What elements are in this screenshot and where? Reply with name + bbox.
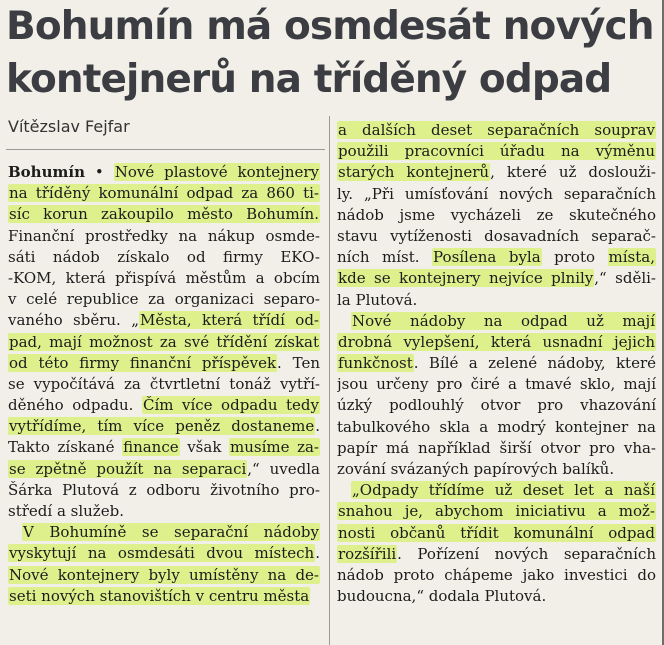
text-line — [8, 543, 320, 564]
text-line — [337, 523, 656, 544]
highlighted-text: použili pracovníci úřadu na výměnu — [338, 142, 655, 161]
text-span: sáti nádob získalo od firmy EKO- — [8, 247, 320, 266]
text-span: budoucna,“ dodala Plutová. — [337, 587, 547, 606]
text-span: úzký podlouhlý otvor pro vhazování — [337, 396, 656, 415]
text-span: však — [179, 438, 230, 457]
column-divider — [329, 116, 330, 645]
text-span: ly. „Při umísťování nových separačních — [337, 184, 656, 203]
text-span: v celé republice za organizaci separo- — [8, 290, 320, 309]
highlighted-text: funkčnost — [338, 354, 413, 373]
article-column-right — [337, 120, 656, 607]
text-span: nádob proto chápeme jako investici do — [337, 565, 656, 584]
text-span: nádob jsme vycházeli ze skutečného — [337, 205, 656, 224]
text-span: proto — [541, 248, 608, 267]
text-line — [337, 162, 656, 183]
text-line — [8, 204, 320, 225]
headline-line-2: kontejnerů na tříděný odpad — [6, 57, 612, 102]
text-line — [8, 268, 320, 289]
text-line — [337, 268, 656, 289]
highlighted-text: kde se kontejnery nejvíce plnily — [338, 269, 594, 288]
text-span: jsou určeny pro čiré a tmavé sklo, mají — [337, 375, 656, 394]
highlighted-text: na tříděný komunální odpad za 860 ti- — [9, 184, 319, 203]
text-span: • — [84, 163, 114, 181]
highlighted-text: od této firmy finanční příspěvek — [9, 353, 277, 372]
text-line — [337, 205, 656, 226]
text-line — [8, 289, 320, 310]
text-line — [8, 480, 320, 501]
text-line — [8, 226, 320, 247]
highlighted-text: rozšířili — [338, 544, 397, 563]
highlighted-text: se zpětně použít na separaci — [9, 459, 247, 478]
text-span: . — [315, 544, 320, 563]
text-span: vaného sběru. „ — [8, 311, 139, 330]
text-span: . Pořízení nových separačních — [397, 544, 656, 563]
text-span: la Plutová. — [337, 290, 418, 309]
text-line — [8, 501, 320, 522]
text-line — [8, 332, 320, 353]
text-span: -KOM, která přispívá městům a obcím — [8, 268, 320, 287]
text-line — [337, 438, 656, 459]
text-line — [8, 416, 320, 437]
highlighted-text: Města, která třídí od- — [139, 311, 319, 330]
highlighted-text: starých kontejnerů — [338, 163, 490, 182]
highlighted-text: místa, — [608, 248, 655, 267]
text-span: tabulkového skla a modrý kontejner na — [337, 417, 656, 436]
highlighted-text: nosti občanů třídit komunální odpad — [338, 523, 655, 542]
highlighted-text: „Odpady třídíme už deset let a naší — [352, 481, 655, 500]
text-span: Takto získané — [8, 438, 123, 457]
highlighted-text: Nové nádoby na odpad už mají — [352, 311, 655, 330]
text-line — [337, 353, 656, 374]
text-line — [8, 353, 320, 374]
highlighted-text: V Bohumíně se separační nádoby — [23, 523, 319, 542]
highlighted-text: drobná vylepšení, která usnadní jejich — [338, 332, 655, 351]
text-line — [337, 311, 656, 332]
highlighted-text: seti nových stanovištích v centru města — [9, 586, 310, 605]
text-line — [337, 586, 656, 607]
text-line — [337, 565, 656, 586]
text-span: . — [315, 417, 320, 436]
text-line — [8, 247, 320, 268]
text-line — [337, 226, 656, 247]
text-line — [8, 374, 320, 395]
highlighted-text: Čím více odpadu tedy — [142, 396, 320, 415]
text-line — [337, 332, 656, 353]
text-line — [337, 290, 656, 311]
highlighted-text: musíme za- — [230, 438, 319, 457]
text-line — [8, 183, 320, 204]
highlighted-text: snahou je, abychom iniciativu a mož- — [338, 502, 655, 521]
text-line — [337, 374, 656, 395]
text-line — [337, 459, 656, 480]
text-span: stavu vytíženosti dosavadních separač- — [337, 226, 656, 245]
headline-line-1: Bohumín má osmdesát nových — [6, 4, 654, 49]
text-span: děného odpadu. — [8, 396, 142, 415]
highlighted-text: pad, mají možnost za své třídění získat — [9, 332, 319, 351]
text-line — [8, 522, 320, 543]
text-span: Šárka Plutová z odboru životního pro- — [8, 480, 320, 499]
text-span: papír má například širší otvor pro vha- — [337, 438, 656, 457]
text-span: středí a služeb. — [8, 502, 124, 520]
text-line — [337, 184, 656, 205]
author-byline: Vítězslav Fejfar — [8, 117, 130, 136]
text-line — [337, 247, 656, 268]
text-line — [8, 395, 320, 416]
text-span: ních míst. — [337, 248, 433, 267]
text-span: Bohumín — [8, 163, 85, 181]
text-span: se vypočítává za čtvrtletní tonáž vytří- — [8, 374, 320, 393]
text-line — [337, 501, 656, 522]
text-line — [8, 565, 320, 586]
text-span: . Bílé a zelené nádoby, které — [413, 354, 656, 373]
text-span: . Ten — [277, 353, 320, 372]
text-span: zování svázaných papírových balíků. — [337, 460, 615, 478]
highlighted-text: a dalších deset separačních souprav — [338, 121, 655, 139]
byline-divider — [6, 149, 325, 150]
text-line — [8, 437, 320, 458]
highlighted-text: Nové kontejnery byly umístěny na de- — [9, 565, 319, 584]
text-span: , které už doslouži- — [490, 163, 656, 182]
text-span: ,“ uvedla — [247, 459, 320, 478]
text-line — [8, 310, 320, 331]
text-line — [337, 141, 656, 162]
text-line — [8, 162, 320, 183]
highlighted-text: vyskytují na osmdesáti dvou místech — [9, 544, 315, 563]
highlighted-text: Posílena byla — [433, 248, 541, 267]
text-line — [337, 544, 656, 565]
text-line — [8, 459, 320, 480]
text-span: ,“ sděli- — [594, 269, 656, 288]
text-line — [337, 120, 656, 141]
text-line — [337, 417, 656, 438]
article-headline — [6, 0, 661, 106]
highlighted-text: Nové plastové kontejnery — [114, 163, 320, 181]
text-line — [8, 586, 320, 607]
text-span: Finanční prostředky na nákup osmde- — [8, 226, 320, 245]
highlighted-text: síc korun zakoupilo město Bohumín. — [9, 205, 319, 224]
text-line — [337, 395, 656, 416]
highlighted-text: finance — [123, 438, 179, 457]
article-column-left — [8, 162, 320, 607]
text-line — [337, 480, 656, 501]
highlighted-text: vytřídíme, tím více peněz dostaneme — [9, 417, 315, 436]
